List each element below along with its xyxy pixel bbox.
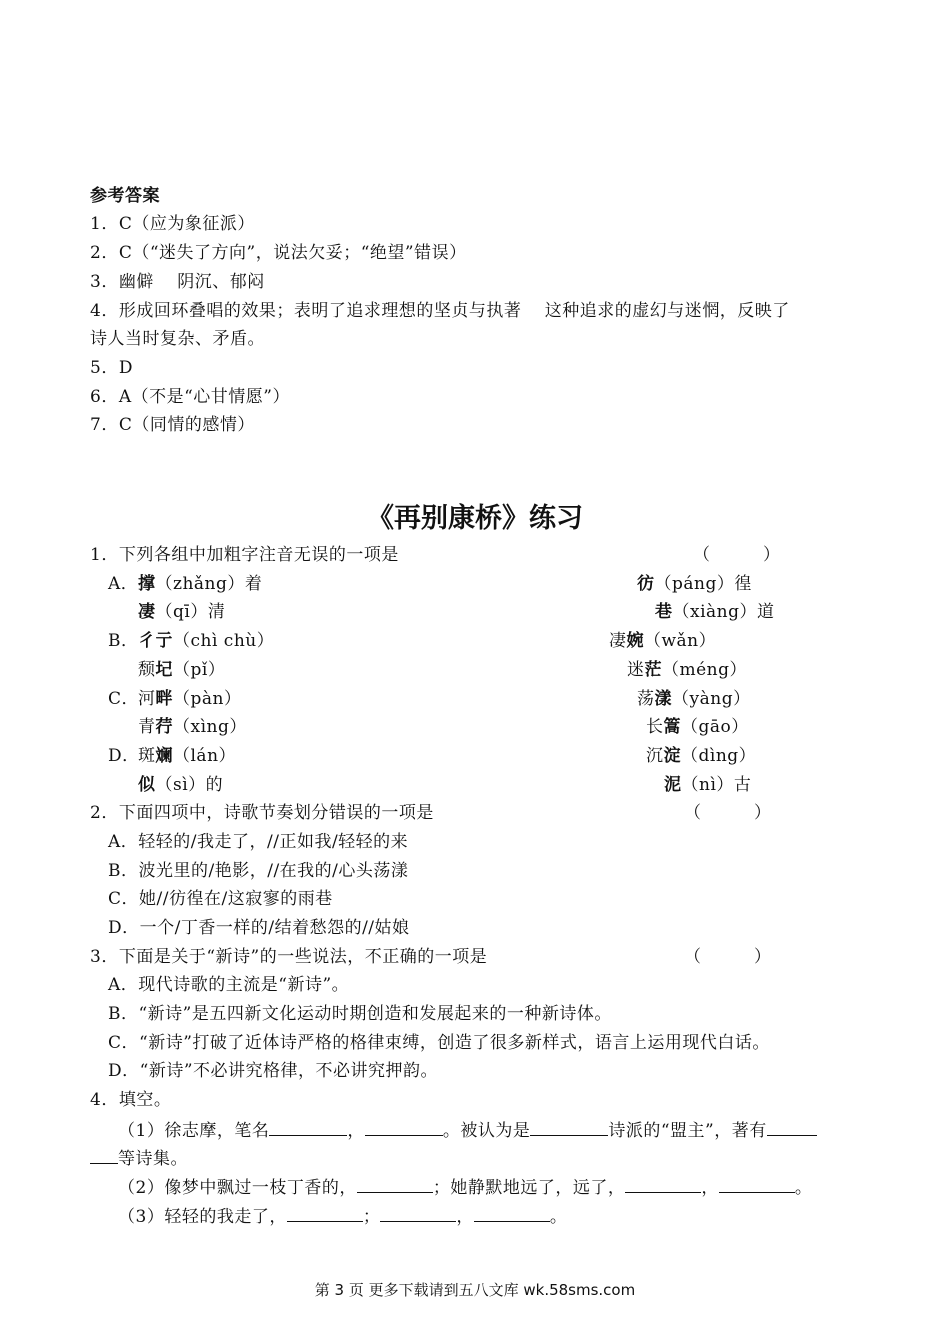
option-b-right-1: 凄婉（wǎn） [609, 631, 717, 651]
option-d-left-1: 斑斓（lán） [138, 746, 237, 766]
blank[interactable] [767, 1118, 817, 1136]
option-b-right-2: 迷茫（méng） [627, 660, 748, 680]
q2-option: B．波光里的/艳影，//在我的/心头荡漾 [108, 861, 409, 881]
question-2-answer-paren: （ ） [684, 803, 772, 823]
option-d-left-2: 似（sì）的 [138, 775, 224, 795]
option-label: C． [108, 689, 140, 709]
q3-option: B．“新诗”是五四新文化运动时期创造和发展起来的一种新诗体。 [108, 1004, 612, 1024]
question-1-answer-paren: （ ） [693, 545, 781, 565]
q3-option: A．现代诗歌的主流是“新诗”。 [108, 975, 350, 995]
option-b-left-2: 颓圮（pǐ） [138, 660, 226, 680]
answer-item: 2．C（“迷失了方向”，说法欠妥；“绝望”错误） [90, 243, 467, 263]
option-c-left-2: 青荇（xìng） [138, 717, 247, 737]
fill-sentence-1-cont: 等诗集。 [90, 1146, 188, 1170]
question-3-stem: 3．下面是关于“新诗”的一些说法，不正确的一项是 [90, 947, 488, 967]
blank[interactable] [365, 1118, 443, 1136]
fill-sentence-2: （2）像梦中飘过一枝丁香的， ；她静默地远了，远了， ， 。 [118, 1175, 812, 1199]
answers-heading: 参考答案 [90, 186, 160, 206]
option-a-left-2: 凄（qī）清 [138, 602, 226, 622]
answer-item: 5．D [90, 358, 133, 378]
q2-option: D．一个/丁香一样的/结着愁怨的//姑娘 [108, 918, 410, 938]
q3-option: C．“新诗”打破了近体诗严格的格律束缚，创造了很多新样式，语言上运用现代白话。 [108, 1033, 770, 1053]
page-title: 《再别康桥》练习 [367, 503, 583, 534]
option-c-right-1: 荡漾（yàng） [637, 689, 751, 709]
blank[interactable] [530, 1118, 608, 1136]
blank[interactable] [269, 1118, 347, 1136]
option-a-right-2: 巷（xiàng）道 [655, 602, 775, 622]
option-label: D． [108, 746, 140, 766]
option-d-right-1: 沉淀（dìng） [646, 746, 757, 766]
option-a-right-1: 彷（páng）徨 [637, 574, 752, 594]
answer-item: 6．A（不是“心甘情愿”） [90, 387, 290, 407]
option-b-left-1: 彳亍（chì chù） [138, 631, 275, 651]
blank[interactable] [357, 1175, 433, 1193]
blank[interactable] [287, 1204, 363, 1222]
answer-item: 诗人当时复杂、矛盾。 [90, 329, 265, 349]
answer-item: 7．C（同情的感情） [90, 415, 255, 435]
blank[interactable] [90, 1146, 118, 1164]
q3-option: D．“新诗”不必讲究格律，不必讲究押韵。 [108, 1061, 439, 1081]
option-label: A． [108, 574, 139, 594]
page-footer: 第 3 页 更多下载请到五八文库 wk.58sms.com [314, 1281, 636, 1299]
question-3-answer-paren: （ ） [684, 947, 772, 967]
option-c-right-2: 长篙（gāo） [646, 717, 749, 737]
question-1-stem: 1．下列各组中加粗字注音无误的一项是 [90, 545, 399, 565]
option-label: B． [108, 631, 139, 651]
answer-item: 4．形成回环叠唱的效果；表明了追求理想的坚贞与执著 这种追求的虚幻与迷惘，反映了 [90, 301, 790, 321]
blank[interactable] [474, 1204, 550, 1222]
blank[interactable] [719, 1175, 795, 1193]
fill-sentence-3: （3）轻轻的我走了， ； ， 。 [118, 1204, 567, 1228]
question-2-stem: 2．下面四项中，诗歌节奏划分错误的一项是 [90, 803, 434, 823]
option-a-left-1: 撑（zhǎng）着 [138, 574, 263, 594]
answer-item: 3．幽僻 阴沉、郁闷 [90, 272, 265, 292]
question-4-stem: 4．填空。 [90, 1090, 172, 1110]
q2-option: C．她//彷徨在/这寂寥的雨巷 [108, 889, 333, 909]
answer-item: 1．C（应为象征派） [90, 214, 255, 234]
blank[interactable] [625, 1175, 701, 1193]
blank[interactable] [380, 1204, 456, 1222]
q2-option: A．轻轻的/我走了，//正如我/轻轻的来 [108, 832, 409, 852]
option-c-left-1: 河畔（pàn） [138, 689, 242, 709]
fill-sentence-1: （1）徐志摩，笔名 ， 。被认为是 诗派的“盟主”，著有 [118, 1118, 817, 1142]
option-d-right-2: 泥（nì）古 [664, 775, 752, 795]
